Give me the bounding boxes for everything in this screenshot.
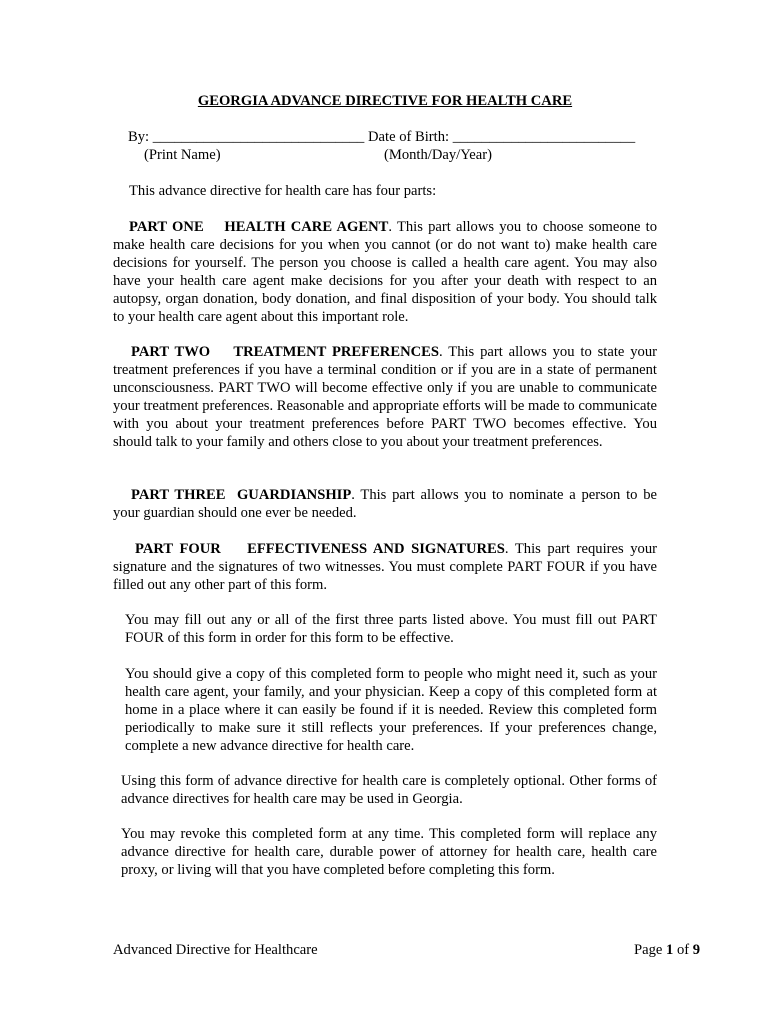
page-indicator	[634, 942, 700, 960]
part-one-heading: PART ONE HEALTH CARE AGENT	[129, 219, 389, 235]
note-revoke: You may revoke this completed form at any time. This completed form will replace any advance directive for health care, durable power of attorney for health care, health care proxy, or living will that you have completed before completing this form.	[121, 826, 657, 878]
part-two-heading: PART TWO TREATMENT PREFERENCES	[131, 344, 440, 360]
part-three-text: . This part allows you to nominate a person to be your guardian should one ever be needed.	[113, 487, 657, 521]
part-four-paragraph	[113, 541, 657, 595]
part-one-text: . This part allows you to choose someone to make health care decisions for you when you cannot (or do not want to) make health care decisions for yourself. The person you choose is called a health care agent. You may also have your health care agent make decisions for you after your death with respect to an autopsy, organ donation, body donation, and final disposition of your body. You should talk to your health care agent about this important role.	[113, 219, 658, 325]
dob-hint: (Month/Day/Year)	[384, 147, 492, 163]
page-current: 1	[666, 942, 674, 958]
page-total: 9	[692, 942, 701, 958]
note-optional: Using this form of advance directive for health care is completely optional. Other forms of advance directives for health care may be used in Georgia.	[121, 773, 657, 807]
footer-title: Advanced Directive for Healthcare	[113, 942, 318, 958]
part-four-text: . This part requires your signature and the signatures of two witnesses. You must complete PART FOUR if you have filled out any other part of this form.	[113, 541, 657, 593]
part-four-heading: PART FOUR EFFECTIVENESS AND SIGNATURES	[135, 541, 505, 557]
part-three-paragraph	[113, 487, 657, 523]
page-of: of	[673, 942, 693, 958]
intro-text: This advance directive for health care has four parts:	[129, 183, 437, 199]
note-give-copy: You should give a copy of this completed form to people who might need it, such as your health care agent, your family, and your physician. Keep a copy of this completed form at home in a place where it can easily be found if it is needed. Review this completed form periodically to make sure it still reflects your preferences. If your preferences change, complete a new advance directive for health care.	[125, 666, 657, 754]
part-two-text: . This part allows you to state your treatment preferences if you have a terminal condition or if you are in a state of permanent unconsciousness. PART TWO will become effective only if you are unable to communicate your treatment preferences. Reasonable and appropriate efforts will be made to communicate with you about your treatment preferences before PART TWO becomes effective. You should talk to your family and others close to you about your treatment preferences.	[113, 344, 657, 450]
part-two-paragraph	[113, 344, 657, 451]
by-line[interactable]: By: _____________________________ Date of Birth: _________________________	[128, 129, 636, 145]
page-title: GEORGIA ADVANCE DIRECTIVE FOR HEALTH CARE	[197, 93, 573, 109]
part-three-heading: PART THREE GUARDIANSHIP	[131, 487, 352, 503]
print-name-hint: (Print Name)	[144, 147, 221, 163]
page-prefix: Page	[634, 942, 667, 958]
part-one-paragraph	[113, 219, 657, 326]
note-fill-out: You may fill out any or all of the first three parts listed above. You must fill out PART FOUR of this form in order for this form to be effective.	[125, 612, 657, 646]
